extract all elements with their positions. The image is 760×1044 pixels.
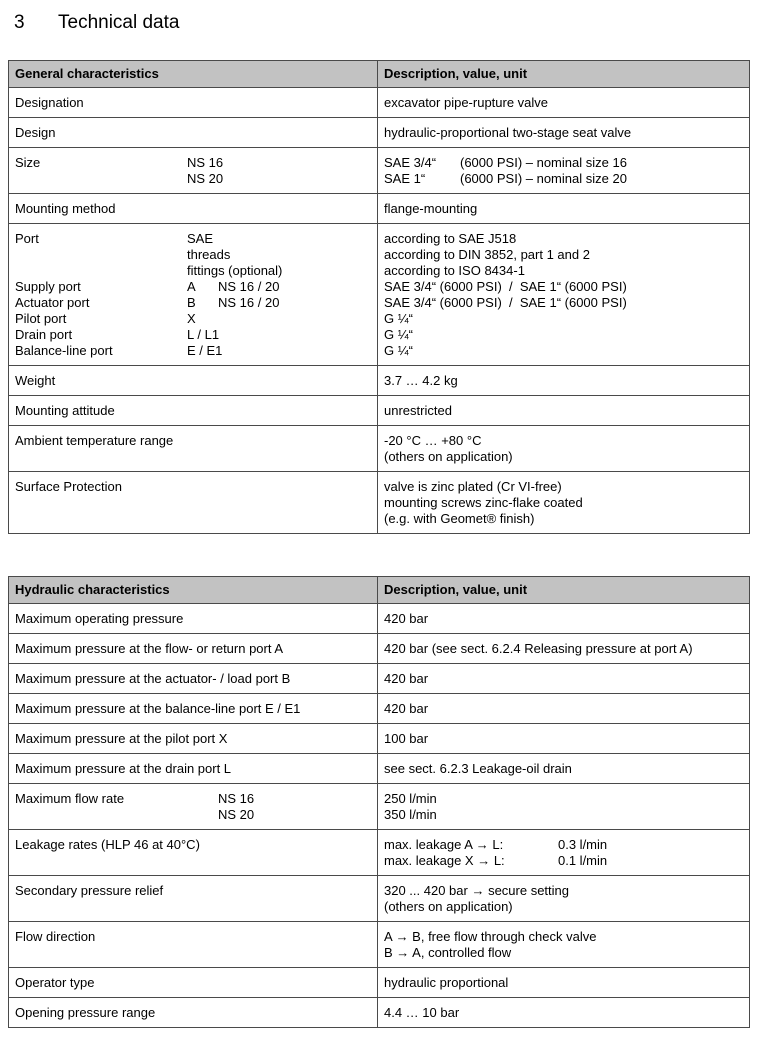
left-cell-line: [15, 975, 371, 991]
section-number: 3: [14, 12, 25, 33]
right-cell-line: [384, 899, 743, 915]
left-cell-line: [15, 761, 371, 777]
cell-text: Drain port: [15, 327, 73, 342]
cell-text: NS 20: [218, 807, 255, 822]
right-cell-line: [384, 327, 743, 343]
table-header-value: Description, value, unit: [384, 66, 528, 81]
row-label-cell: [9, 876, 378, 921]
cell-text: (6000 PSI) – nominal size 20: [460, 171, 627, 186]
left-cell-line: [15, 343, 371, 359]
right-cell-line: [384, 641, 743, 657]
left-cell-line: [15, 125, 371, 141]
cell-text: [15, 171, 187, 187]
cell-text: (others on application): [384, 449, 513, 464]
cell-text: NS 16: [187, 155, 224, 170]
row-value-cell: [378, 876, 749, 921]
table-row: [9, 921, 749, 967]
cell-text: SAE 3/4“ (6000 PSI) / SAE 1“ (6000 PSI): [384, 279, 627, 294]
row-value-cell: [378, 472, 749, 533]
row-label-cell: [9, 784, 378, 829]
cell-text: hydraulic proportional: [384, 975, 509, 990]
row-value-cell: [378, 830, 749, 875]
left-cell-line: [15, 231, 371, 247]
right-cell-line: [384, 479, 743, 495]
left-cell-line: [15, 327, 371, 343]
cell-text: Pilot port: [15, 311, 67, 326]
row-value-cell: [378, 694, 749, 723]
row-label-cell: [9, 426, 378, 471]
cell-text: Surface Protection: [15, 479, 122, 494]
left-cell-line: [15, 279, 371, 295]
table-row: [9, 967, 749, 997]
left-cell-line: [15, 731, 371, 747]
left-cell-line: [15, 95, 371, 111]
cell-text: NS 16 / 20: [218, 279, 280, 294]
table-header-value: Description, value, unit: [384, 582, 528, 597]
row-label-cell: [9, 366, 378, 395]
cell-text: 420 bar: [384, 671, 429, 686]
cell-text: 0.1 l/min: [558, 853, 608, 868]
cell-text: NS 20: [187, 171, 224, 186]
row-label-cell: [9, 88, 378, 117]
right-cell-line: [384, 311, 743, 327]
table-header-row: [9, 61, 749, 87]
table-row: [9, 395, 749, 425]
left-cell-line: [15, 403, 371, 419]
row-value-cell: [378, 754, 749, 783]
right-cell-line: [384, 837, 743, 853]
cell-text: [187, 791, 218, 807]
right-cell-line: [384, 373, 743, 389]
cell-text: NS 16: [218, 791, 255, 806]
row-value-cell: [378, 426, 749, 471]
cell-text: L / L1: [187, 327, 220, 342]
cell-text: B → A, controlled flow: [384, 945, 512, 960]
right-cell-line: [384, 95, 743, 111]
left-cell-line: [15, 263, 371, 279]
cell-text: Maximum pressure at the actuator- / load port B: [15, 671, 291, 686]
row-value-cell: [378, 366, 749, 395]
cell-text: 420 bar: [384, 701, 429, 716]
left-cell-line: [15, 155, 371, 171]
row-value-cell: [378, 634, 749, 663]
cell-text: NS 16 / 20: [218, 295, 280, 310]
cell-text: Weight: [15, 373, 56, 388]
left-cell-line: [15, 201, 371, 217]
right-cell-line: [384, 975, 743, 991]
row-value-cell: [378, 724, 749, 753]
left-cell-line: [15, 1005, 371, 1021]
table-row: [9, 603, 749, 633]
cell-text: Secondary pressure relief: [15, 883, 164, 898]
right-cell-line: [384, 279, 743, 295]
hydraulic-characteristics-table: [8, 576, 750, 1028]
cell-text: unrestricted: [384, 403, 452, 418]
row-label-cell: [9, 148, 378, 193]
right-cell-line: [384, 701, 743, 717]
left-cell-line: [15, 791, 371, 807]
row-label-cell: [9, 604, 378, 633]
cell-text: Designation: [15, 95, 84, 110]
cell-text: Leakage rates (HLP 46 at 40°C): [15, 837, 200, 852]
table-header-label: General characteristics: [9, 61, 378, 87]
row-label-cell: [9, 118, 378, 147]
cell-text: [15, 263, 187, 279]
cell-text: fittings (optional): [187, 263, 283, 278]
section-title: Technical data: [58, 12, 180, 33]
left-cell-line: [15, 295, 371, 311]
row-label-cell: [9, 998, 378, 1027]
cell-text: 420 bar (see sect. 6.2.4 Releasing pressure at port A): [384, 641, 693, 656]
cell-text: Supply port: [15, 279, 81, 294]
cell-text: [187, 807, 218, 823]
cell-text: A: [187, 279, 196, 294]
row-value-cell: [378, 968, 749, 997]
left-cell-line: [15, 701, 371, 717]
row-value-cell: [378, 88, 749, 117]
cell-text: flange-mounting: [384, 201, 478, 216]
cell-text: (6000 PSI) – nominal size 16: [460, 155, 627, 170]
cell-text: Size: [15, 155, 41, 170]
row-value-cell: [378, 194, 749, 223]
cell-text: A → B, free flow through check valve: [384, 929, 597, 944]
right-cell-line: [384, 671, 743, 687]
row-label-cell: [9, 396, 378, 425]
table-row: [9, 693, 749, 723]
cell-text: Maximum pressure at the drain port L: [15, 761, 232, 776]
right-cell-line: [384, 929, 743, 945]
right-cell-line: [384, 611, 743, 627]
left-cell-line: [15, 883, 371, 899]
cell-text: Ambient temperature range: [15, 433, 174, 448]
cell-text: 350 l/min: [384, 807, 437, 822]
right-cell-line: [384, 761, 743, 777]
cell-text: 320 ... 420 bar → secure setting: [384, 883, 569, 898]
cell-text: max. leakage A → L:: [384, 837, 504, 852]
table-row: [9, 117, 749, 147]
cell-text: threads: [187, 247, 231, 262]
page-title: [14, 12, 751, 34]
right-cell-line: [384, 945, 743, 961]
right-cell-line: [384, 807, 743, 823]
row-label-cell: [9, 472, 378, 533]
left-cell-line: [15, 611, 371, 627]
cell-text: 250 l/min: [384, 791, 437, 806]
cell-text: (e.g. with Geomet® finish): [384, 511, 535, 526]
cell-text: according to DIN 3852, part 1 and 2: [384, 247, 590, 262]
cell-text: SAE 3/4“: [384, 155, 437, 170]
left-cell-line: [15, 671, 371, 687]
right-cell-line: [384, 449, 743, 465]
table-row: [9, 471, 749, 533]
right-cell-line: [384, 511, 743, 527]
cell-text: Mounting attitude: [15, 403, 115, 418]
table-row: [9, 87, 749, 117]
table-row: [9, 425, 749, 471]
row-label-cell: [9, 694, 378, 723]
cell-text: SAE 1“: [384, 171, 426, 186]
cell-text: 420 bar: [384, 611, 429, 626]
cell-text: mounting screws zinc-flake coated: [384, 495, 583, 510]
cell-text: Opening pressure range: [15, 1005, 156, 1020]
table-row: [9, 365, 749, 395]
cell-text: Actuator port: [15, 295, 90, 310]
left-cell-line: [15, 929, 371, 945]
row-value-cell: [378, 784, 749, 829]
left-cell-line: [15, 479, 371, 495]
right-cell-line: [384, 731, 743, 747]
right-cell-line: [384, 1005, 743, 1021]
right-cell-line: [384, 343, 743, 359]
row-label-cell: [9, 224, 378, 365]
cell-text: Operator type: [15, 975, 95, 990]
cell-text: Maximum flow rate: [15, 791, 125, 806]
right-cell-line: [384, 231, 743, 247]
right-cell-line: [384, 247, 743, 263]
cell-text: B: [187, 295, 196, 310]
right-cell-line: [384, 403, 743, 419]
left-cell-line: [15, 641, 371, 657]
right-cell-line: [384, 171, 743, 187]
table-row: [9, 875, 749, 921]
cell-text: Maximum pressure at the pilot port X: [15, 731, 228, 746]
cell-text: (others on application): [384, 899, 513, 914]
cell-text: [15, 807, 187, 823]
cell-text: E / E1: [187, 343, 223, 358]
row-label-cell: [9, 968, 378, 997]
row-label-cell: [9, 754, 378, 783]
cell-text: Maximum pressure at the balance-line port E / E1: [15, 701, 301, 716]
row-label-cell: [9, 634, 378, 663]
right-cell-line: [384, 495, 743, 511]
row-value-cell: [378, 998, 749, 1027]
right-cell-line: [384, 201, 743, 217]
row-value-cell: [378, 118, 749, 147]
right-cell-line: [384, 155, 743, 171]
cell-text: -20 °C … +80 °C: [384, 433, 482, 448]
cell-text: max. leakage X → L:: [384, 853, 505, 868]
table-row: [9, 147, 749, 193]
cell-text: Design: [15, 125, 56, 140]
cell-text: X: [187, 311, 196, 326]
table-row: [9, 829, 749, 875]
cell-text: Balance-line port: [15, 343, 113, 358]
cell-text: SAE 3/4“ (6000 PSI) / SAE 1“ (6000 PSI): [384, 295, 627, 310]
table-row: [9, 193, 749, 223]
table-row: [9, 723, 749, 753]
cell-text: 3.7 … 4.2 kg: [384, 373, 458, 388]
row-label-cell: [9, 724, 378, 753]
left-cell-line: [15, 171, 371, 187]
cell-text: Port: [15, 231, 39, 246]
cell-text: Mounting method: [15, 201, 116, 216]
table-row: [9, 753, 749, 783]
cell-text: see sect. 6.2.3 Leakage-oil drain: [384, 761, 572, 776]
table-row: [9, 663, 749, 693]
row-value-cell: [378, 922, 749, 967]
general-characteristics-table: [8, 60, 750, 534]
row-label-cell: [9, 922, 378, 967]
cell-text: 0.3 l/min: [558, 837, 608, 852]
left-cell-line: [15, 807, 371, 823]
right-cell-line: [384, 433, 743, 449]
cell-text: excavator pipe-rupture valve: [384, 95, 549, 110]
left-cell-line: [15, 311, 371, 327]
right-cell-line: [384, 295, 743, 311]
table-row: [9, 223, 749, 365]
cell-text: G ¼“: [384, 343, 413, 358]
left-cell-line: [15, 433, 371, 449]
table-row: [9, 783, 749, 829]
row-label-cell: [9, 830, 378, 875]
cell-text: according to ISO 8434-1: [384, 263, 525, 278]
cell-text: Maximum operating pressure: [15, 611, 184, 626]
cell-text: SAE: [187, 231, 214, 246]
right-cell-line: [384, 883, 743, 899]
row-value-cell: [378, 148, 749, 193]
table-header-label: Hydraulic characteristics: [9, 577, 378, 603]
left-cell-line: [15, 247, 371, 263]
cell-text: G ¼“: [384, 311, 413, 326]
right-cell-line: [384, 263, 743, 279]
row-value-cell: [378, 664, 749, 693]
cell-text: valve is zinc plated (Cr VI-free): [384, 479, 562, 494]
left-cell-line: [15, 837, 371, 853]
cell-text: Maximum pressure at the flow- or return port A: [15, 641, 284, 656]
row-label-cell: [9, 664, 378, 693]
cell-text: 100 bar: [384, 731, 429, 746]
row-value-cell: [378, 604, 749, 633]
cell-text: 4.4 … 10 bar: [384, 1005, 460, 1020]
cell-text: [15, 247, 187, 263]
row-value-cell: [378, 396, 749, 425]
right-cell-line: [384, 853, 743, 869]
table-header-row: [9, 577, 749, 603]
cell-text: hydraulic-proportional two-stage seat valve: [384, 125, 632, 140]
right-cell-line: [384, 791, 743, 807]
right-cell-line: [384, 125, 743, 141]
row-value-cell: [378, 224, 749, 365]
table-row: [9, 633, 749, 663]
cell-text: Flow direction: [15, 929, 96, 944]
row-label-cell: [9, 194, 378, 223]
table-row: [9, 997, 749, 1027]
left-cell-line: [15, 373, 371, 389]
cell-text: according to SAE J518: [384, 231, 517, 246]
cell-text: G ¼“: [384, 327, 413, 342]
